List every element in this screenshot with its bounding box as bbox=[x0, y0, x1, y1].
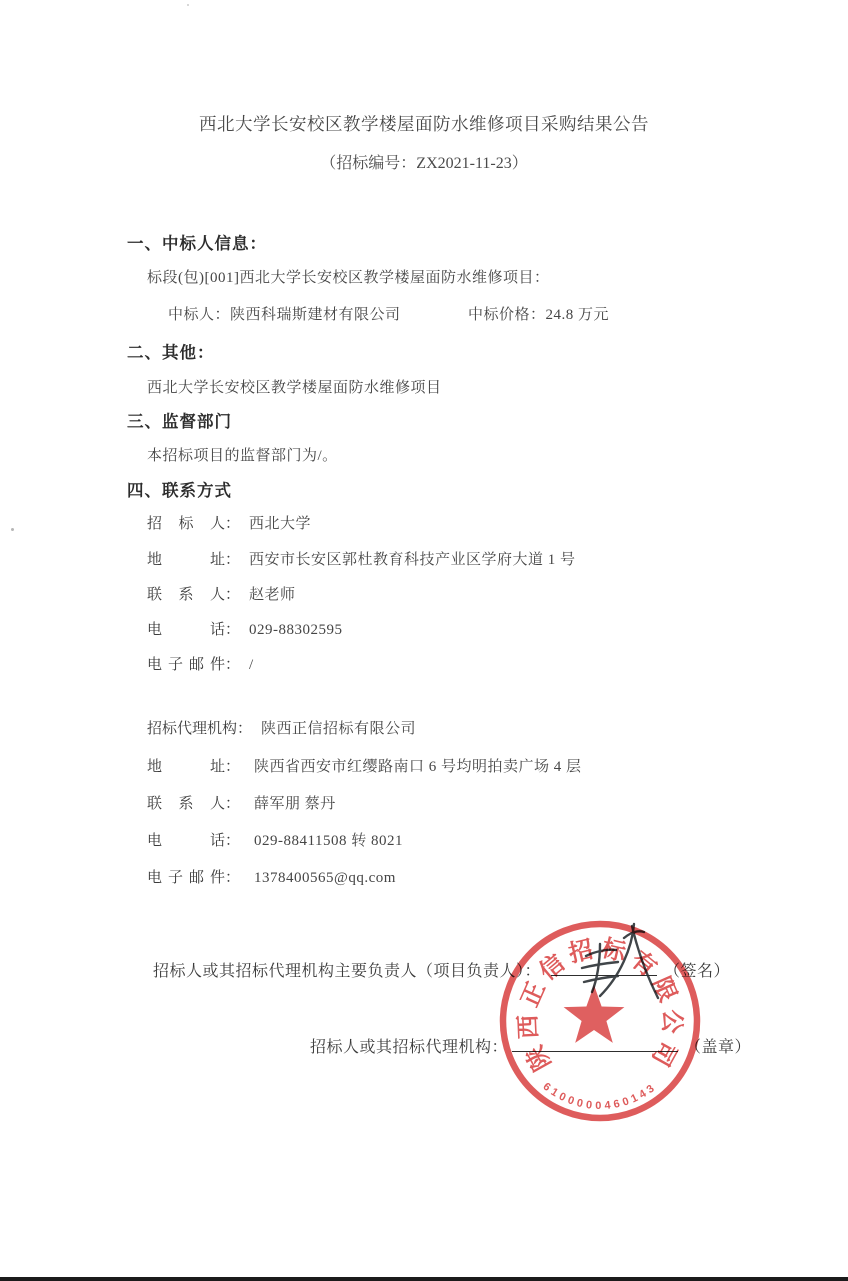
contact-colon: ： bbox=[225, 869, 241, 886]
agency-row-email bbox=[147, 866, 396, 887]
contact-value: / bbox=[249, 657, 254, 673]
contact-label: 电子邮件 bbox=[147, 656, 225, 673]
agency-name: 陕西正信招标有限公司 bbox=[261, 721, 417, 737]
contact-label: 招标人 bbox=[147, 515, 225, 532]
document-title: 西北大学长安校区教学楼屋面防水维修项目采购结果公告 bbox=[199, 114, 649, 134]
contact-colon: ： bbox=[225, 515, 241, 532]
contact-colon: ： bbox=[225, 586, 241, 603]
price-label-colon: ： bbox=[530, 307, 546, 323]
contact-value: 西北大学 bbox=[249, 516, 312, 532]
contact-colon: ： bbox=[225, 795, 241, 812]
tenderer-row-contact-person bbox=[147, 583, 296, 604]
section-heading-winner-info: 一、中标人信息： bbox=[127, 235, 267, 253]
contact-label: 电话 bbox=[147, 621, 225, 638]
agency-row-contact-person bbox=[147, 792, 336, 813]
section-heading-other: 二、其他： bbox=[127, 344, 215, 362]
agency-intro-row bbox=[147, 717, 416, 738]
other-body: 西北大学长安校区教学楼屋面防水维修项目 bbox=[147, 380, 442, 396]
contact-value: 1378400565@qq.com bbox=[254, 870, 396, 886]
winner-value: 陕西科瑞斯建材有限公司 bbox=[230, 307, 401, 323]
contact-value: 陕西省西安市红缨路南口 6 号均明拍卖广场 4 层 bbox=[254, 759, 582, 775]
tenderer-row-name bbox=[147, 512, 311, 533]
contact-label: 地址 bbox=[147, 551, 225, 568]
price-label: 中标价格 bbox=[468, 307, 531, 323]
lot-description: 标段(包)[001]西北大学长安校区教学楼屋面防水维修项目： bbox=[147, 270, 550, 286]
contact-colon: ： bbox=[225, 551, 241, 568]
scan-speck bbox=[187, 4, 189, 6]
agency-row-address bbox=[147, 755, 582, 776]
price-row bbox=[468, 303, 609, 324]
seal-serial-text: 6100000460143 bbox=[540, 1080, 660, 1113]
tenderer-row-email bbox=[147, 653, 254, 674]
contact-label: 电子邮件 bbox=[147, 869, 225, 886]
tenderer-row-address bbox=[147, 548, 576, 569]
seal-company-text: 陕西正信招标有限公司 bbox=[515, 935, 685, 1075]
agency-label: 招标代理机构 bbox=[147, 720, 238, 737]
signoff-line2-label: 招标人或其招标代理机构： bbox=[310, 1039, 509, 1056]
contact-colon: ： bbox=[225, 621, 241, 638]
scan-speck bbox=[11, 528, 14, 531]
contact-colon: ： bbox=[225, 758, 241, 775]
company-seal bbox=[485, 906, 715, 1136]
seal-suffix: （盖章） bbox=[685, 1039, 752, 1056]
signoff-line1-label: 招标人或其招标代理机构主要负责人（项目负责人）： bbox=[153, 963, 542, 980]
contact-value: 西安市长安区郭杜教育科技产业区学府大道 1 号 bbox=[249, 552, 576, 568]
seal-star-icon bbox=[564, 985, 625, 1043]
contact-colon: ： bbox=[225, 832, 241, 849]
agency-row-phone bbox=[147, 829, 403, 850]
tender-number-subtitle: （招标编号：ZX2021-11-23） bbox=[320, 155, 528, 172]
contact-label: 电话 bbox=[147, 832, 225, 849]
winner-label-colon: ： bbox=[214, 307, 231, 323]
winner-label: 中标人 bbox=[168, 307, 215, 323]
contact-label: 联系人 bbox=[147, 586, 225, 603]
contact-label: 地址 bbox=[147, 758, 225, 775]
signature-suffix: （签名） bbox=[664, 963, 731, 980]
contact-value: 赵老师 bbox=[249, 587, 296, 603]
section-heading-contact: 四、联系方式 bbox=[127, 482, 232, 500]
tenderer-row-phone bbox=[147, 618, 343, 639]
scan-bottom-edge bbox=[0, 1277, 848, 1281]
contact-value: 薛军朋 蔡丹 bbox=[254, 796, 336, 812]
contact-colon: ： bbox=[225, 656, 241, 673]
contact-value: 029-88302595 bbox=[249, 622, 343, 638]
contact-label: 联系人 bbox=[147, 795, 225, 812]
price-value: 24.8 万元 bbox=[545, 307, 610, 323]
winner-row bbox=[168, 303, 401, 324]
contact-value: 029-88411508 转 8021 bbox=[254, 833, 403, 849]
supervision-body: 本招标项目的监督部门为/。 bbox=[147, 448, 338, 464]
contact-colon: ： bbox=[237, 720, 253, 737]
section-heading-supervision: 三、监督部门 bbox=[127, 413, 232, 431]
